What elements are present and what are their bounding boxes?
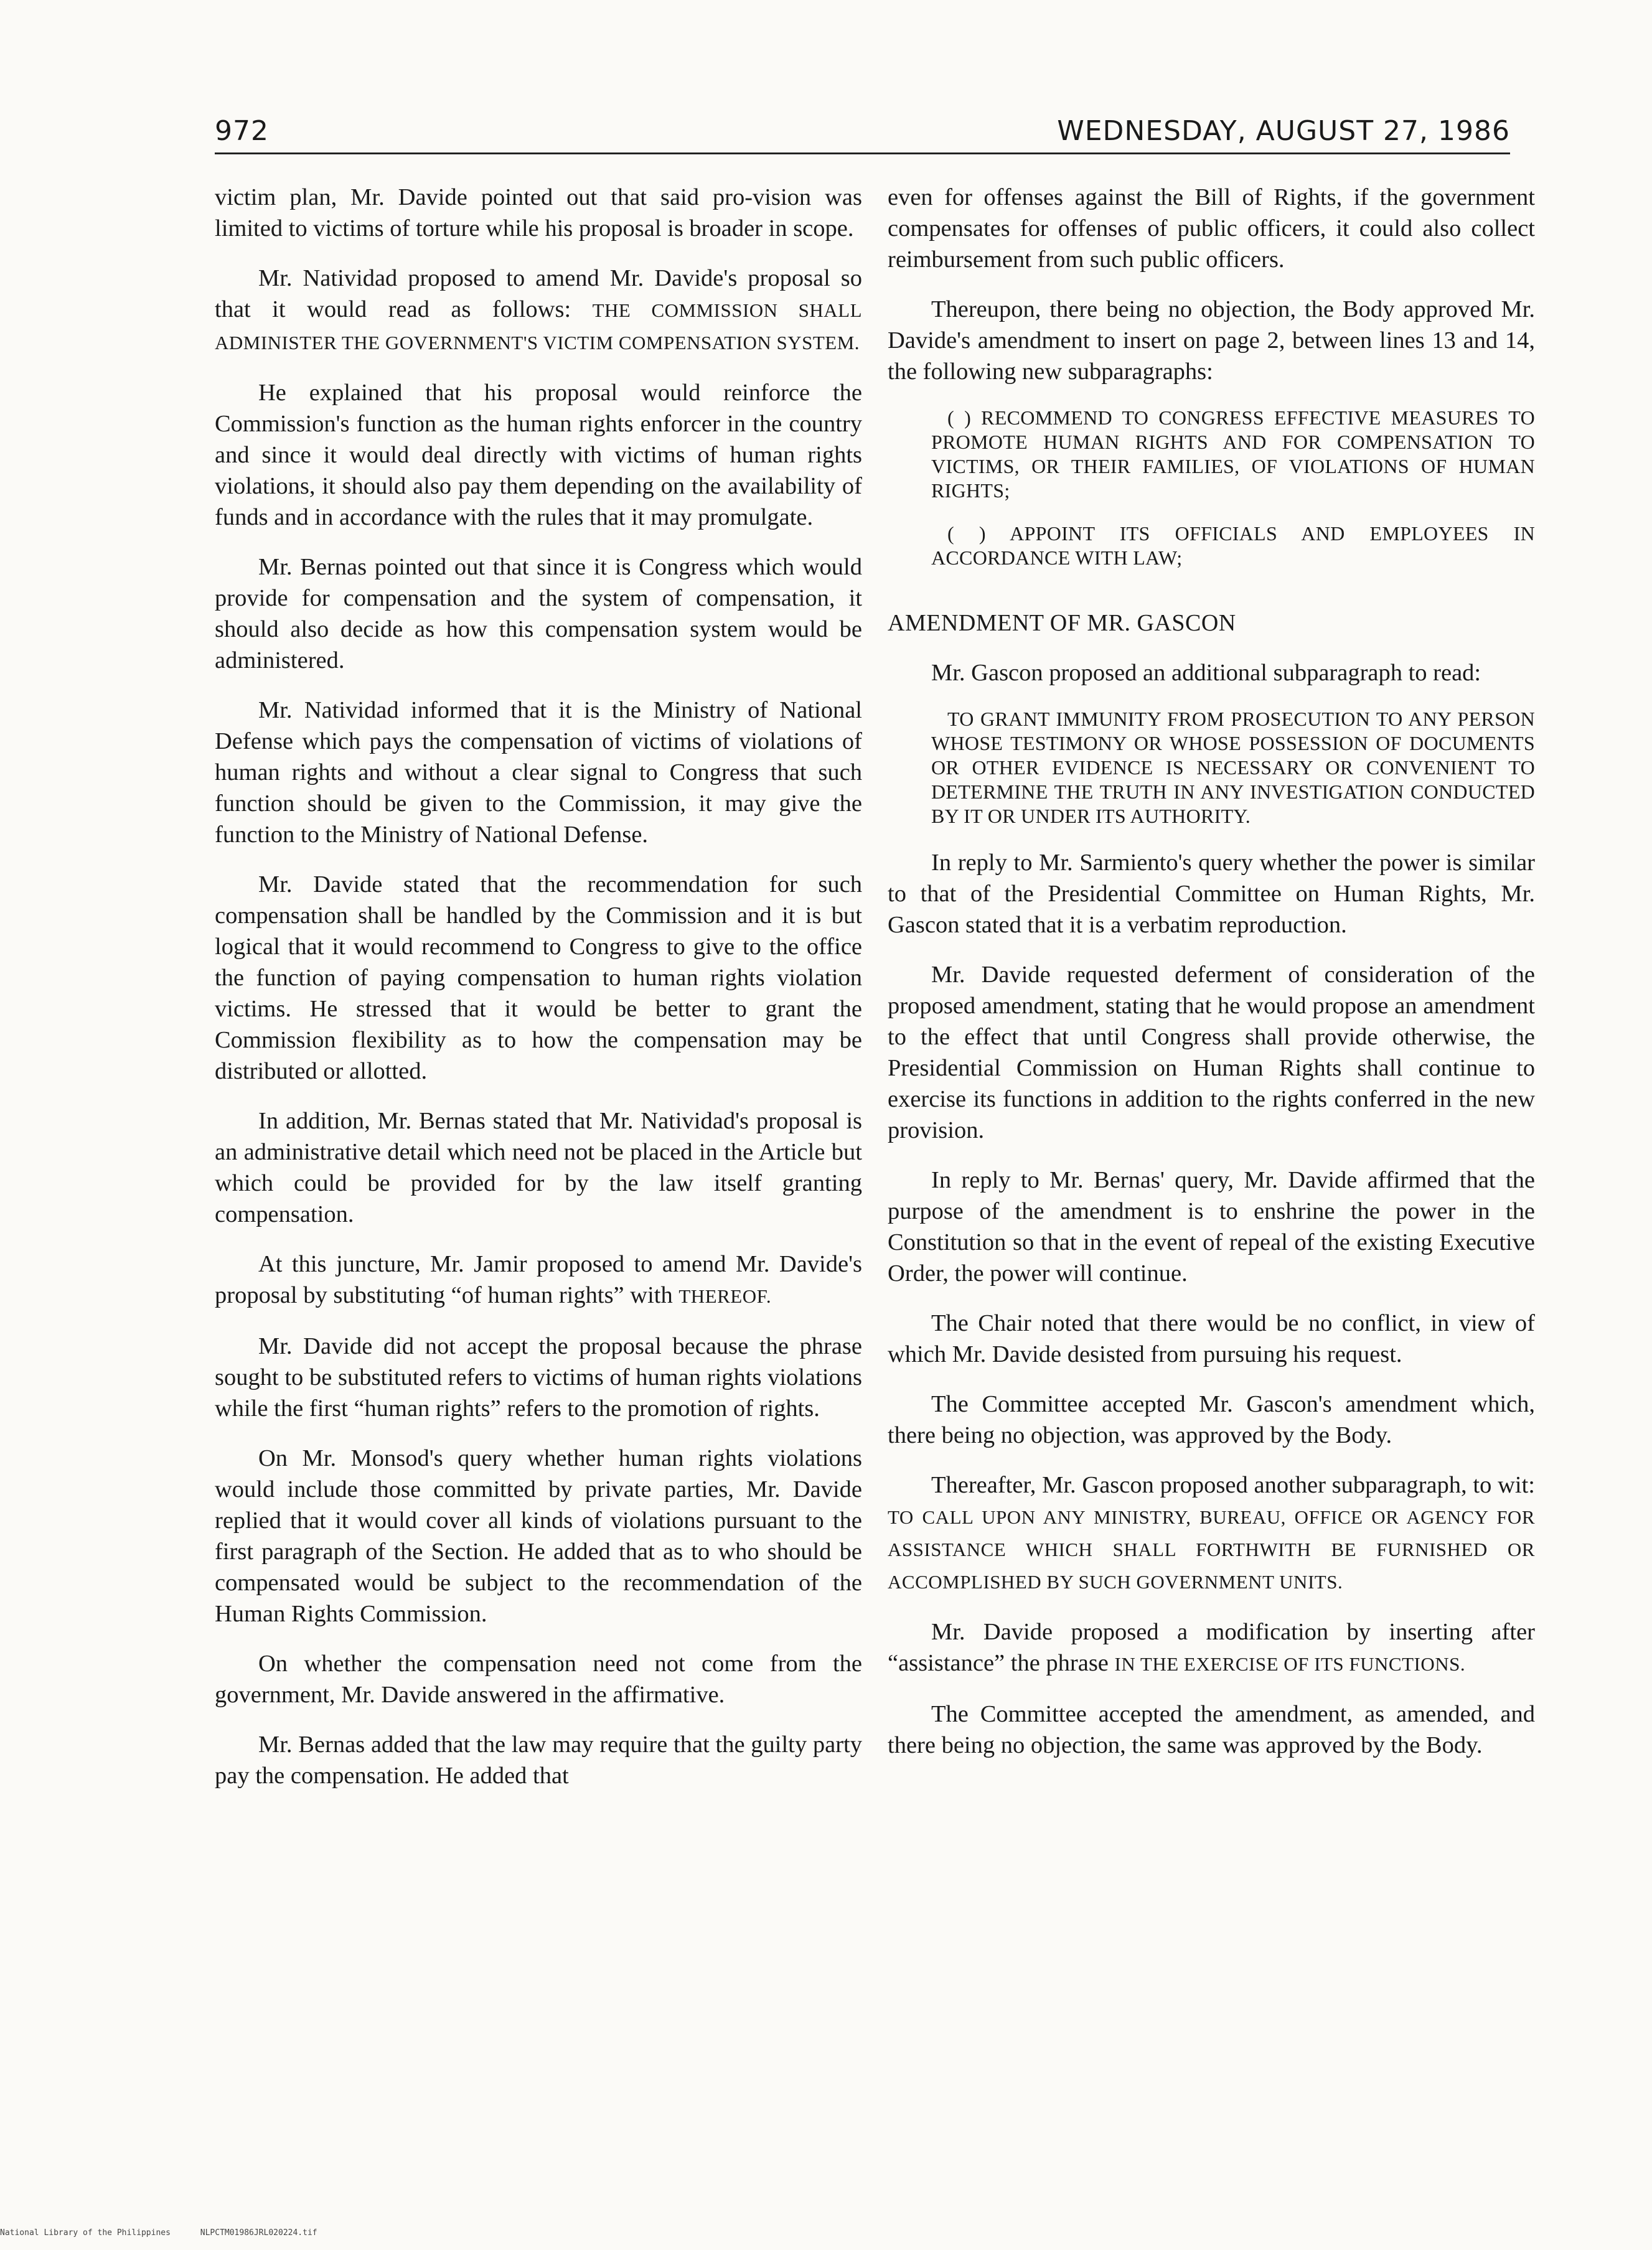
paragraph-text: At this juncture, Mr. Jamir proposed to amend Mr. Davide's proposal by substituting “of human rights” with (215, 1251, 862, 1308)
header-rule (215, 152, 1510, 154)
footer-file: NLPCTM01986JRL020224.tif (200, 2228, 317, 2238)
amendment-text: THE COMMISSION SHALL ADMINISTER THE GOVERNMENT'S VICTIM COMPENSATION SYSTEM. (215, 299, 863, 354)
quoted-provision (888, 406, 1535, 503)
quoted-provision-text: TO GRANT IMMUNITY FROM PROSECUTION TO ANY PERSON WHOSE TESTIMONY OR WHOSE POSSESSION OF DOCUMENTS OR OTHER EVIDENCE IS NECESSARY OR CONVENIENT TO DETERMINE THE TRUTH IN ANY INVESTIGATION CONDUCTED BY IT OR UNDER ITS AUTHORITY. (931, 708, 1535, 827)
footer-library: National Library of the Philippines (0, 2228, 171, 2238)
quoted-provision (888, 522, 1535, 570)
paragraph: Mr. Bernas pointed out that since it is Congress which would provide for compensation and the system of compensation, it should also decide as how this compensation system would be administered. (215, 554, 862, 673)
paragraph: even for offenses against the Bill of Rights, if the government compensates for offenses of public officers, it could also collect reimbursement from such public officers. (888, 184, 1535, 273)
paragraph: Mr. Davide did not accept the proposal because the phrase sought to be substituted refers to victims of human rights violations while the first “human rights” refers to the promotion of rights. (215, 1333, 862, 1422)
quoted-provision-text: ( ) RECOMMEND TO CONGRESS EFFECTIVE MEASURES TO PROMOTE HUMAN RIGHTS AND FOR COMPENSATION TO VICTIMS, OR THEIR FAMILIES, OF VIOLATIONS OF HUMAN RIGHTS; (931, 406, 1535, 502)
paragraph: Mr. Davide requested deferment of consideration of the proposed amendment, stating that he would propose an amendment to the effect that until Congress shall provide otherwise, the Presidential Commission on Human Rights shall continue to exercise its functions in addition to the rights conferred in the new provision. (888, 962, 1535, 1143)
page-number: 972 (215, 115, 269, 147)
paragraph: The Chair noted that there would be no conflict, in view of which Mr. Davide desisted from pursuing his request. (888, 1310, 1535, 1367)
paragraph: Mr. Natividad informed that it is the Ministry of National Defense which pays the compensation of victims of violations of human rights and without a clear signal to Congress that such function should be given to the Commission, it may give the function to the Ministry of National Defense. (215, 697, 862, 848)
quoted-provision (888, 707, 1535, 828)
quoted-provision-text: ( ) APPOINT ITS OFFICIALS AND EMPLOYEES IN ACCORDANCE WITH LAW; (931, 522, 1535, 569)
paragraph: Thereupon, there being no objection, the Body approved Mr. Davide's amendment to insert on page 2, between lines 13 and 14, the following new subparagraphs: (888, 296, 1535, 385)
paragraph: On Mr. Monsod's query whether human rights violations would include those committed by private parties, Mr. Davide replied that it would cover all kinds of violations pursuant to the first paragraph of the Section. He added that as to who should be compensated would be subject to the recommendation of the Human Rights Commission. (215, 1445, 862, 1627)
amendment-text: TO CALL UPON ANY MINISTRY, BUREAU, OFFICE OR AGENCY FOR ASSISTANCE WHICH SHALL FORTHWITH BE FURNISHED OR ACCOMPLISHED BY SUCH GOVERNMENT UNITS. (888, 1506, 1535, 1593)
paragraph (888, 1616, 1535, 1680)
paragraph (215, 263, 862, 359)
paragraph: The Committee accepted Mr. Gascon's amendment which, there being no objection, was approved by the Body. (888, 1391, 1535, 1448)
paragraph (215, 1249, 862, 1312)
right-column (888, 182, 1535, 1779)
paragraph: Mr. Davide stated that the recommendation for such compensation shall be handled by the Commission and it is but logical that it would recommend to Congress to give to the office the function of paying compensation to human rights violation victims. He stressed that it would be better to grant the Commission flexibility as to how the compensation may be distributed or allotted. (215, 871, 862, 1084)
paragraph: Mr. Gascon proposed an additional subparagraph to read: (931, 660, 1481, 686)
amendment-text: IN THE EXERCISE OF ITS FUNCTIONS. (1114, 1653, 1466, 1675)
paragraph (888, 1470, 1535, 1598)
paragraph: In addition, Mr. Bernas stated that Mr. Natividad's proposal is an administrative detail which need not be placed in the Article but which could be provided for by the law itself granting compensation. (215, 1108, 862, 1227)
scan-footer (0, 2228, 342, 2238)
paragraph: victim plan, Mr. Davide pointed out that said pro-vision was limited to victims of torture while his proposal is broader in scope. (215, 184, 862, 241)
paragraph-text: Mr. Natividad proposed to amend Mr. Davide's proposal so that it would read as follows: (215, 265, 862, 322)
paragraph: On whether the compensation need not come from the government, Mr. Davide answered in the affirmative. (215, 1651, 862, 1708)
paragraph: In reply to Mr. Bernas' query, Mr. Davide affirmed that the purpose of the amendment is to enshrine the power in the Constitution so that in the event of repeal of the existing Executive Order, the power will continue. (888, 1167, 1535, 1287)
section-heading: AMENDMENT OF MR. GASCON (888, 610, 1236, 636)
paragraph-text: Thereafter, Mr. Gascon proposed another subparagraph, to wit: (931, 1472, 1535, 1498)
paragraph: In reply to Mr. Sarmiento's query whether the power is similar to that of the Presidential Committee on Human Rights, Mr. Gascon stated that it is a verbatim reproduction. (888, 850, 1535, 938)
paragraph-text: Mr. Davide proposed a modification by inserting after “assistance” the phrase (888, 1619, 1535, 1676)
paragraph: He explained that his proposal would reinforce the Commission's function as the human rights enforcer in the country and since it would deal directly with victims of human rights violations, it should also pay them depending on the availability of funds and in accordance with the rules that it may promulgate. (215, 380, 862, 530)
paragraph: The Committee accepted the amendment, as amended, and there being no objection, the same was approved by the Body. (888, 1701, 1535, 1758)
left-column (215, 182, 862, 1810)
amendment-text: THEREOF. (678, 1285, 772, 1307)
page-date: WEDNESDAY, AUGUST 27, 1986 (1057, 115, 1510, 147)
paragraph: Mr. Bernas added that the law may require that the guilty party pay the compensation. He added that (215, 1732, 862, 1789)
